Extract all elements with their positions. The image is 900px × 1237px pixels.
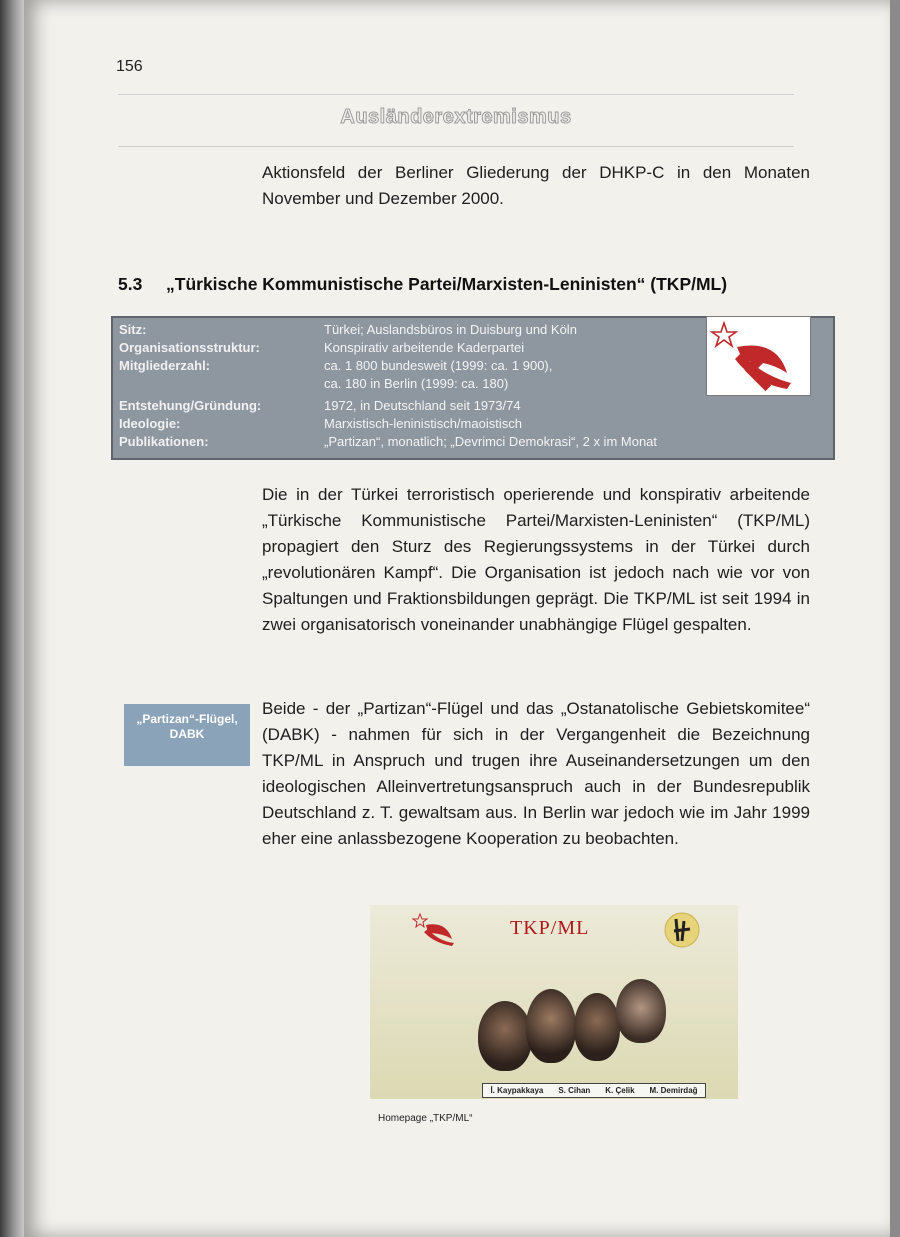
margin-note: „Partizan“-Flügel, DABK (124, 704, 250, 766)
section-title: „Türkische Kommunistische Partei/Marxisten-Leninisten“ (TKP/ML) (166, 274, 728, 294)
emblem-graphic (707, 317, 810, 395)
infobox-label: Publikationen: (119, 434, 209, 449)
organization-infobox (111, 316, 835, 460)
portrait-name: İ. Kaypakkaya (490, 1086, 544, 1095)
star-icon (712, 323, 736, 346)
infobox-label: Mitgliederzahl: (119, 358, 211, 373)
infobox-label: Sitz: (119, 322, 147, 337)
section-heading (118, 274, 727, 295)
infobox-value: 1972, in Deutschland seit 1973/74 (324, 398, 521, 413)
body-paragraph-1: Die in der Türkei terroristisch operierende und konspirativ arbeitende „Türkische Kommunistische Partei/Marxisten-Leninisten“ (TKP/ML) propagiert den Sturz des Regierungssystems in der Türkei durch „revolutionären Kampf“. Die Organisation ist jedoch nach wie vor von Spaltungen und Fraktionsbildungen geprägt. Die TKP/ML ist seit 1994 in zwei organisatorisch voneinander unabhängige Flügel gespalten. (262, 485, 810, 634)
header-rule-bottom (118, 146, 794, 147)
body-paragraph-2: Beide - der „Partizan“-Flügel und das „Ostanatolische Gebietskomitee“ (DABK) - nahmen für sich in der Vergangenheit die Bezeichnung TKP/ML in Anspruch und trugen ihre Auseinandersetzungen um den ideologischen Alleinvertretungsanspruch auch in der Bundesrepublik Deutschland z. T. gewaltsam aus. In Berlin war jedoch wie im Jahr 1999 eher eine anlassbezogene Kooperation zu beobachten. (262, 699, 810, 848)
section-number: 5.3 (118, 274, 143, 294)
infobox-value: „Partizan“, monatlich; „Devrimci Demokrasi“, 2 x im Monat (324, 434, 658, 449)
header-rule-top (118, 94, 794, 95)
portrait-name: S. Cihan (558, 1086, 591, 1095)
hammer-sickle-icon (412, 913, 458, 947)
figure-title: TKP/ML (510, 917, 590, 939)
homepage-figure (370, 905, 738, 1099)
infobox-label: Organisationsstruktur: (119, 340, 260, 355)
party-logo-icon (660, 911, 704, 949)
portrait-photo (526, 989, 576, 1063)
infobox-label: Ideologie: (119, 416, 181, 431)
portrait-name: M. Demirdağ (649, 1086, 698, 1095)
infobox-value: Marxistisch-leninistisch/maoistisch (324, 416, 522, 431)
portrait-name: K. Çelik (605, 1086, 635, 1095)
book-spine (0, 0, 24, 1237)
page-number: 156 (116, 58, 143, 75)
infobox-value: ca. 180 in Berlin (1999: ca. 180) (324, 376, 509, 391)
infobox-value: Türkei; Auslandsbüros in Duisburg und Köln (324, 322, 577, 337)
portrait-photo (574, 993, 620, 1061)
figure-caption: Homepage „TKP/ML“ (378, 1113, 473, 1124)
infobox-value: ca. 1 800 bundesweit (1999: ca. 1 900), (324, 358, 553, 373)
map-caption: Aktionsfeld der Berliner Gliederung der DHKP-C in den Monaten November und Dezember 2000. (262, 163, 810, 208)
portrait-photo (478, 1001, 532, 1071)
portrait-photo (616, 979, 666, 1043)
hammer-sickle-star-icon (706, 316, 811, 396)
infobox-label: Entstehung/Gründung: (119, 398, 262, 413)
infobox-value: Konspirativ arbeitende Kaderpartei (324, 340, 525, 355)
names-bar (482, 1083, 706, 1098)
running-head: Ausländerextremismus (340, 106, 572, 128)
